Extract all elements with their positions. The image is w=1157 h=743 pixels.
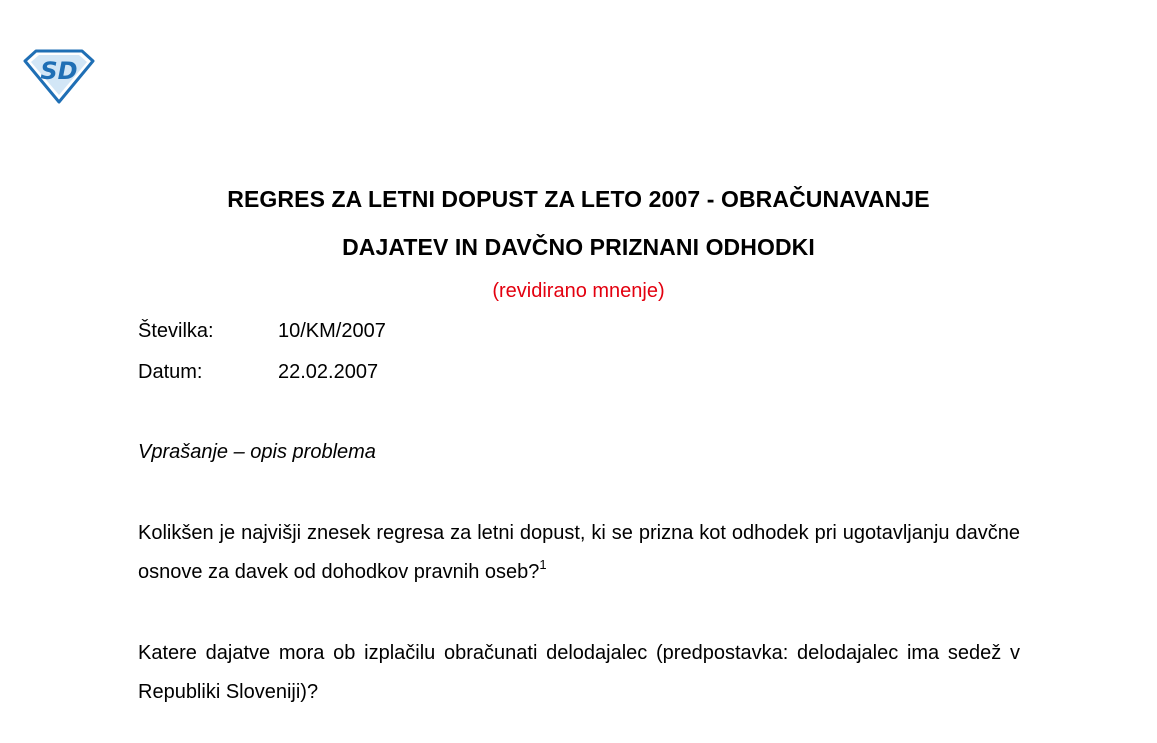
paragraph-question-2 — [138, 634, 1020, 712]
date-value: 22.02.2007 — [278, 361, 379, 383]
document-title-line-2: DAJATEV IN DAVČNO PRIZNANI ODHODKI — [342, 234, 815, 260]
number-value: 10/KM/2007 — [278, 320, 386, 342]
paragraph-question-1 — [138, 514, 1020, 592]
paragraph-2-text: Katere dajatve mora ob izplačilu obračunati delodajalec (predpostavka: delodajalec ima sedež v Republiki Sloveniji)? — [138, 642, 1020, 703]
date-label: Datum: — [138, 361, 203, 383]
sd-logo-icon — [22, 48, 96, 104]
number-label: Številka: — [138, 320, 214, 342]
logo-lettering: SD — [40, 57, 78, 85]
sd-logo — [22, 48, 96, 104]
footnote-marker[interactable]: 1 — [539, 557, 547, 572]
paragraph-1-text: Kolikšen je najvišji znesek regresa za letni dopust, ki se prizna kot odhodek pri ugotavljanju davčne osnove za davek od dohodkov pravnih oseb? — [138, 522, 1020, 583]
document-subtitle: (revidirano mnenje) — [492, 280, 665, 302]
section-heading: Vprašanje – opis problema — [138, 441, 376, 463]
document-title-line-1: REGRES ZA LETNI DOPUST ZA LETO 2007 - OBRAČUNAVANJE — [227, 186, 930, 212]
